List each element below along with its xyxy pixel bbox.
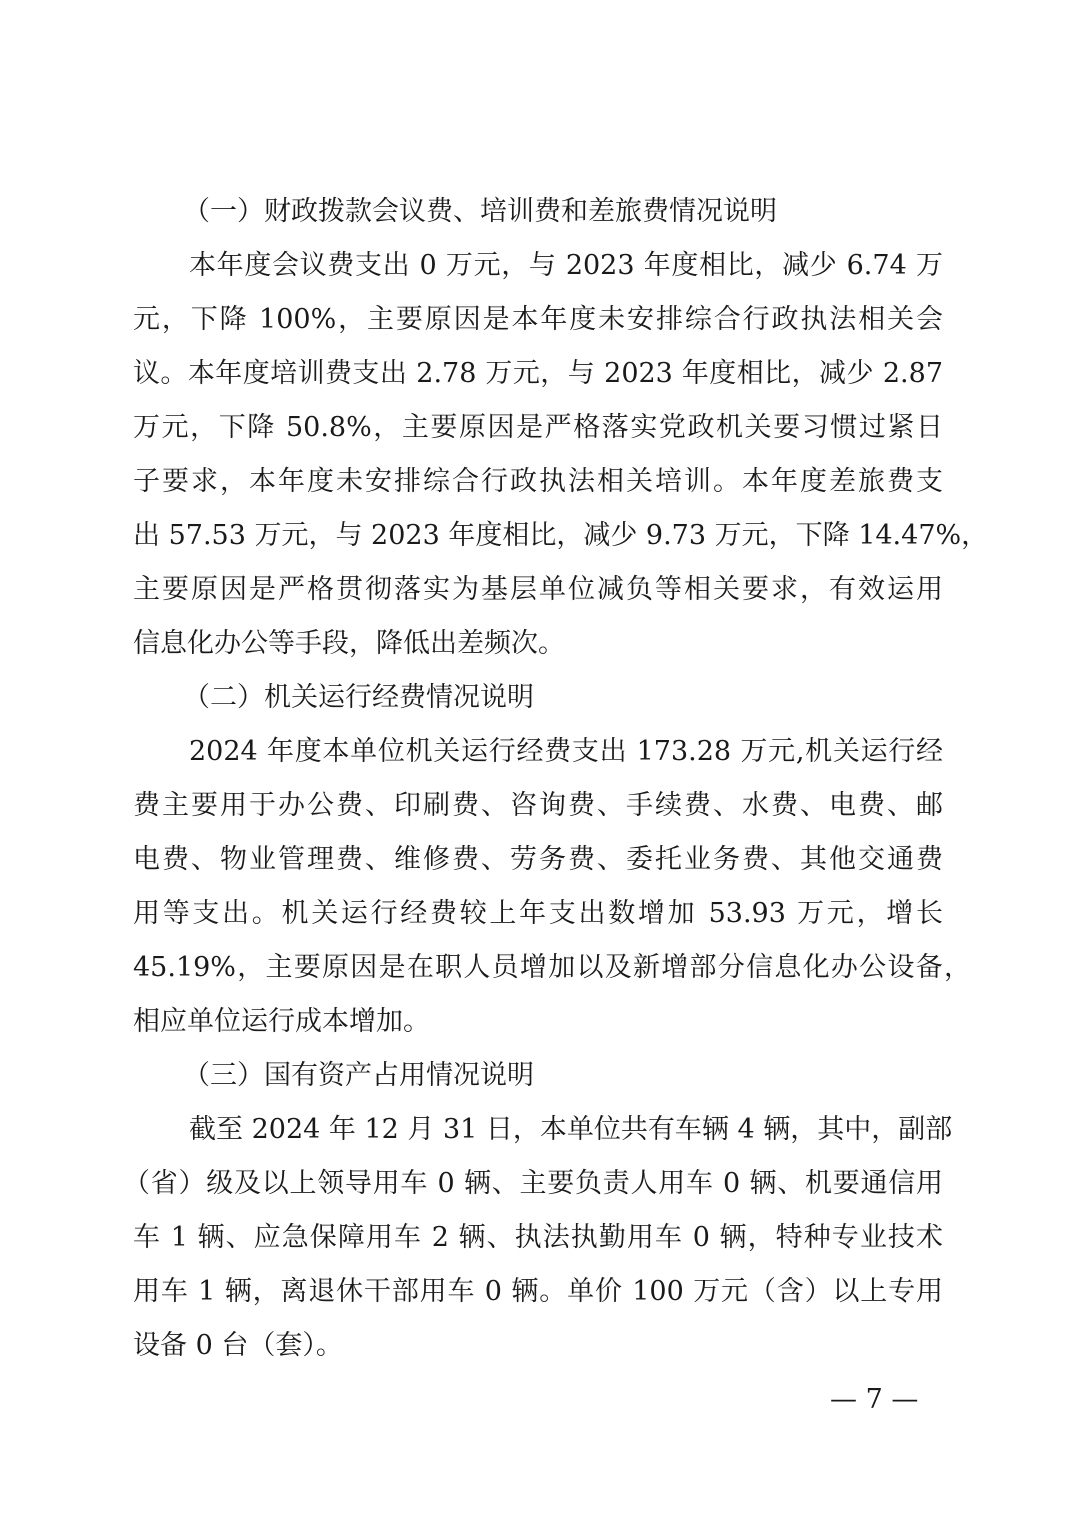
paragraph-line: 电费、物业管理费、维修费、劳务费、委托业务费、其他交通费 <box>133 844 943 875</box>
paragraph-line: 出 57.53 万元，与 2023 年度相比，减少 9.73 万元，下降 14.47%， <box>133 520 989 551</box>
paragraph-line: 截至 2024 年 12 月 31 日，本单位共有车辆 4 辆，其中，副部 <box>189 1114 953 1145</box>
paragraph-line: 元，下降 100%，主要原因是本年度未安排综合行政执法相关会 <box>133 304 943 335</box>
paragraph-line: 45.19%，主要原因是在职人员增加以及新增部分信息化办公设备， <box>133 952 971 983</box>
paragraph-line: 车 1 辆、应急保障用车 2 辆、执法执勤用车 0 辆，特种专业技术 <box>133 1222 943 1253</box>
paragraph-line: 相应单位运行成本增加。 <box>133 1006 430 1037</box>
paragraph-line: 2024 年度本单位机关运行经费支出 173.28 万元,机关运行经 <box>189 736 944 767</box>
paragraph-line: 用等支出。机关运行经费较上年支出数增加 53.93 万元，增长 <box>133 898 943 929</box>
paragraph-line: 信息化办公等手段，降低出差频次。 <box>133 628 565 659</box>
paragraph-line: 议。本年度培训费支出 2.78 万元，与 2023 年度相比，减少 2.87 <box>133 358 943 389</box>
section-heading-1: （一）财政拨款会议费、培训费和差旅费情况说明 <box>183 196 777 227</box>
paragraph-line: 费主要用于办公费、印刷费、咨询费、手续费、水费、电费、邮 <box>133 790 943 821</box>
section-heading-2: （二）机关运行经费情况说明 <box>183 682 534 713</box>
page-number: — 7 — <box>830 1384 919 1415</box>
paragraph-line: 主要原因是严格贯彻落实为基层单位减负等相关要求，有效运用 <box>133 574 943 605</box>
paragraph-line: 万元，下降 50.8%，主要原因是严格落实党政机关要习惯过紧日 <box>133 412 943 443</box>
paragraph-line: 设备 0 台（套）。 <box>133 1330 343 1361</box>
section-heading-3: （三）国有资产占用情况说明 <box>183 1060 534 1091</box>
paragraph-line: 子要求，本年度未安排综合行政执法相关培训。本年度差旅费支 <box>133 466 943 497</box>
paragraph-line: 用车 1 辆，离退休干部用车 0 辆。单价 100 万元（含）以上专用 <box>133 1276 943 1307</box>
paragraph-line: （省）级及以上领导用车 0 辆、主要负责人用车 0 辆、机要通信用 <box>123 1168 943 1199</box>
paragraph-line: 本年度会议费支出 0 万元，与 2023 年度相比，减少 6.74 万 <box>189 250 943 281</box>
